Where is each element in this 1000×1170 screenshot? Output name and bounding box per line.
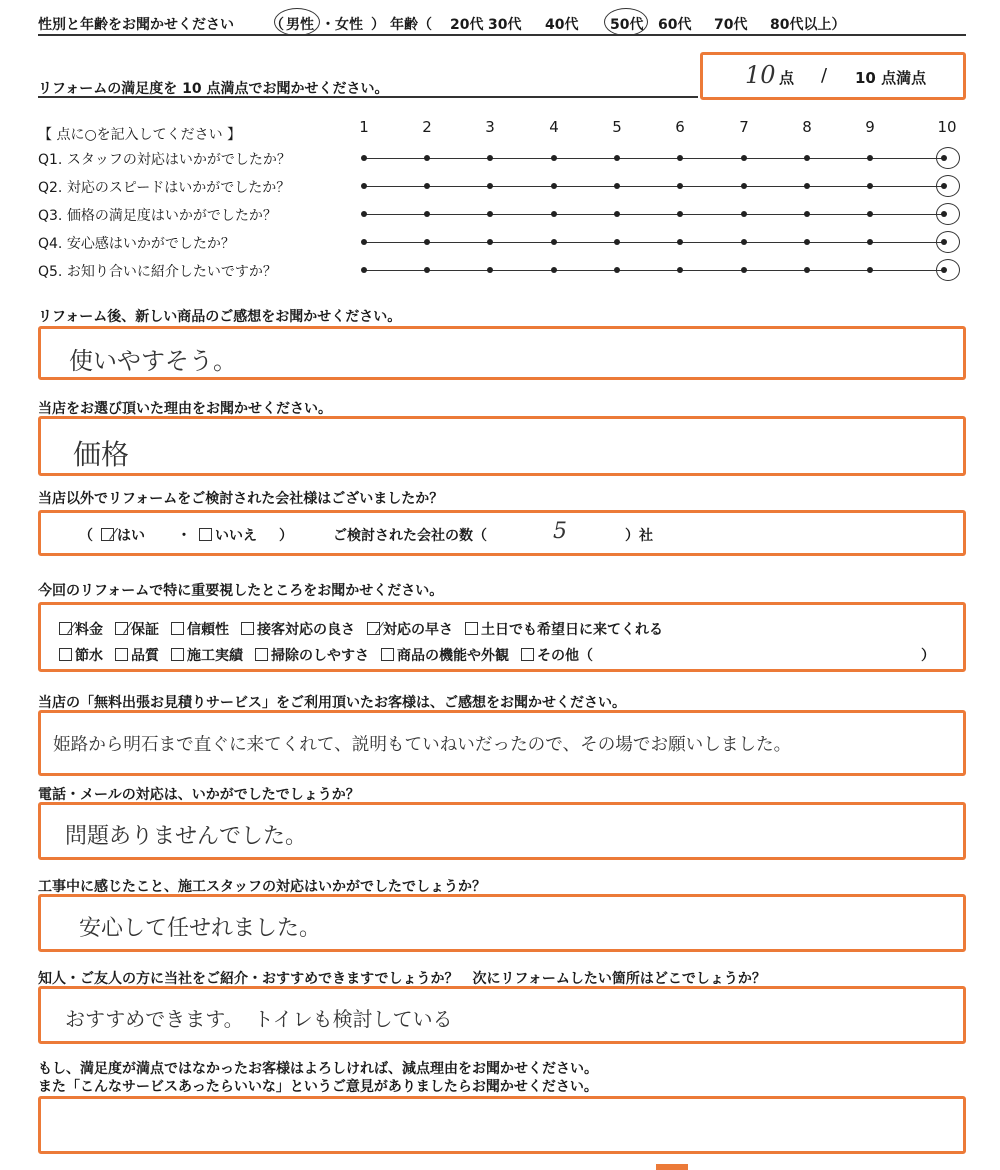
priority-other-close: ） — [921, 648, 935, 664]
rating-point-q3-4[interactable] — [551, 211, 557, 217]
handwritten-score: 10 — [745, 61, 776, 89]
oc-close: ） — [279, 528, 293, 544]
priority-option[interactable] — [115, 619, 159, 639]
priority-option[interactable] — [241, 619, 355, 639]
rating-scale-line — [364, 214, 944, 215]
age-70[interactable]: 70代 — [714, 17, 748, 33]
priority-checkbox[interactable] — [115, 648, 128, 661]
priority-option[interactable] — [381, 645, 509, 665]
priority-option[interactable] — [255, 645, 369, 665]
rating-point-q4-2[interactable] — [424, 239, 430, 245]
oc-yes-text: はい — [117, 528, 145, 544]
oc-yes-option[interactable] — [101, 525, 145, 545]
priority-checkbox[interactable] — [255, 648, 268, 661]
rating-point-q1-5[interactable] — [614, 155, 620, 161]
impression-answer-box[interactable] — [38, 326, 966, 380]
rating-point-q4-5[interactable] — [614, 239, 620, 245]
rating-scale-line — [364, 270, 944, 271]
priority-checkbox[interactable] — [367, 622, 380, 635]
gender-male[interactable]: 男性 — [286, 17, 314, 33]
gender-close: ） — [371, 17, 385, 33]
scale-8: 8 — [802, 118, 812, 136]
age-50[interactable]: 50代 — [610, 17, 644, 33]
rating-point-q3-8[interactable] — [804, 211, 810, 217]
scale-5: 5 — [612, 118, 622, 136]
rating-point-q4-8[interactable] — [804, 239, 810, 245]
age-30[interactable]: 30代 — [488, 17, 522, 33]
reason-answer-box[interactable] — [38, 416, 966, 476]
recommend-label: 知人・ご友人の方に当社をご紹介・おすすめできますでしょうか？ 次にリフォームしたい箇所はどこでしょうか？ — [38, 971, 766, 987]
priority-checkbox[interactable] — [59, 648, 72, 661]
rating-point-q3-7[interactable] — [741, 211, 747, 217]
scale-4: 4 — [549, 118, 559, 136]
rating-point-q1-9[interactable] — [867, 155, 873, 161]
priority-option-text: 掃除のしやすさ — [271, 648, 369, 664]
gender-age-underline — [38, 34, 966, 36]
rating-instruction: 【 点に○を記入してください 】 — [38, 127, 242, 143]
score-slash: / — [821, 65, 828, 86]
rating-point-q5-1[interactable] — [361, 267, 367, 273]
deduction-label-1: もし、満足度が満点ではなかったお客様はよろしければ、減点理由をお聞かせください。 — [38, 1061, 598, 1077]
recommend-box[interactable] — [38, 986, 966, 1044]
phone-mail-answer: 問題ありませんでした。 — [65, 824, 308, 849]
priority-option-text: 商品の機能や外観 — [397, 648, 509, 664]
age-60[interactable]: 60代 — [658, 17, 692, 33]
deduction-label-2: また「こんなサービスあったらいいな」というご意見がありましたらお聞かせください。 — [38, 1079, 598, 1095]
rating-point-q5-3[interactable] — [487, 267, 493, 273]
age-80[interactable]: 80代以上） — [770, 17, 846, 33]
rating-scale-line — [364, 158, 944, 159]
priority-option[interactable] — [171, 645, 243, 665]
recommend-answer: おすすめできます。 トイレも検討している — [65, 1007, 453, 1031]
rating-point-q4-9[interactable] — [867, 239, 873, 245]
scale-7: 7 — [739, 118, 749, 136]
rating-point-q3-2[interactable] — [424, 211, 430, 217]
free-estimate-box[interactable] — [38, 710, 966, 776]
rating-scale-line — [364, 186, 944, 187]
rating-point-q1-1[interactable] — [361, 155, 367, 161]
oc-no-checkbox[interactable] — [199, 528, 212, 541]
priorities-row-2 — [59, 645, 605, 665]
priority-checkbox[interactable] — [171, 648, 184, 661]
other-companies-box — [38, 510, 966, 556]
rating-point-q5-5[interactable] — [614, 267, 620, 273]
rating-point-q5-9[interactable] — [867, 267, 873, 273]
rating-point-q4-6[interactable] — [677, 239, 683, 245]
male-selection-mark — [274, 8, 320, 36]
construction-label: 工事中に感じたこと、施工スタッフの対応はいかがでしたでしょうか？ — [38, 879, 486, 895]
priority-option[interactable] — [367, 619, 453, 639]
rating-point-q2-5[interactable] — [614, 183, 620, 189]
rating-question-label: Q4. 安心感はいかがでしたか？ — [38, 236, 235, 252]
scale-9: 9 — [865, 118, 875, 136]
rating-point-q5-7[interactable] — [741, 267, 747, 273]
rating-question-label: Q1. スタッフの対応はいかがでしたか？ — [38, 152, 291, 168]
priority-option[interactable] — [171, 619, 229, 639]
rating-point-q5-8[interactable] — [804, 267, 810, 273]
priority-option-text: 対応の早さ — [383, 622, 453, 638]
rating-point-q1-7[interactable] — [741, 155, 747, 161]
priority-option-text: 施工実績 — [187, 648, 243, 664]
rating-selection-circle — [936, 231, 960, 253]
rating-point-q3-3[interactable] — [487, 211, 493, 217]
construction-box[interactable] — [38, 894, 966, 952]
priority-option[interactable] — [59, 645, 103, 665]
oc-count-label: ご検討された会社の数（ — [333, 528, 487, 544]
gender-female[interactable]: 女性 — [335, 17, 363, 33]
priority-checkbox[interactable] — [381, 648, 394, 661]
priority-checkbox[interactable] — [171, 622, 184, 635]
priority-option[interactable] — [59, 619, 103, 639]
rating-point-q2-7[interactable] — [741, 183, 747, 189]
scale-10: 10 — [937, 118, 957, 136]
rating-point-q2-2[interactable] — [424, 183, 430, 189]
rating-point-q3-9[interactable] — [867, 211, 873, 217]
oc-yes-checkbox[interactable] — [101, 528, 114, 541]
rating-point-q3-6[interactable] — [677, 211, 683, 217]
phone-mail-label: 電話・メールの対応は、いかがでしたでしょうか？ — [38, 787, 360, 803]
priority-checkbox[interactable] — [465, 622, 478, 635]
age-50-selection-mark — [604, 8, 648, 36]
priority-option-text: 信頼性 — [187, 622, 229, 638]
rating-selection-circle — [936, 203, 960, 225]
score-suffix: 点 — [779, 69, 795, 87]
age-40[interactable]: 40代 — [545, 17, 579, 33]
priority-option-text: その他（ — [537, 648, 593, 664]
oc-no-option[interactable] — [199, 525, 257, 545]
rating-point-q1-3[interactable] — [487, 155, 493, 161]
satisfaction-label: リフォームの満足度を 10 点満点でお聞かせください。 — [38, 81, 389, 97]
rating-point-q5-4[interactable] — [551, 267, 557, 273]
impression-label: リフォーム後、新しい商品のご感想をお聞かせください。 — [38, 309, 402, 325]
priority-option-text: 節水 — [75, 648, 103, 664]
rating-point-q4-1[interactable] — [361, 239, 367, 245]
priority-checkbox[interactable] — [115, 622, 128, 635]
priority-checkbox[interactable] — [241, 622, 254, 635]
priority-option[interactable] — [115, 645, 159, 665]
rating-point-q2-1[interactable] — [361, 183, 367, 189]
rating-selection-circle — [936, 259, 960, 281]
rating-point-q2-3[interactable] — [487, 183, 493, 189]
scale-3: 3 — [485, 118, 495, 136]
free-estimate-answer: 姫路から明石まで直ぐに来てくれて、説明もていねいだったので、その場でお願いしました。 — [53, 735, 792, 755]
scale-6: 6 — [675, 118, 685, 136]
rating-point-q4-7[interactable] — [741, 239, 747, 245]
reason-answer: 価格 — [73, 438, 130, 471]
rating-point-q1-8[interactable] — [804, 155, 810, 161]
oc-count: 5 — [553, 519, 567, 544]
rating-point-q5-2[interactable] — [424, 267, 430, 273]
priority-option[interactable] — [521, 645, 593, 665]
footer-accent-mark — [656, 1164, 688, 1170]
priority-option-text: 料金 — [75, 622, 103, 638]
priority-checkbox[interactable] — [521, 648, 534, 661]
priority-option-text: 土日でも希望日に来てくれる — [481, 622, 663, 638]
priorities-box — [38, 602, 966, 672]
rating-scale-line — [364, 242, 944, 243]
age-label: 年齢（ — [390, 17, 432, 33]
scale-2: 2 — [422, 118, 432, 136]
satisfaction-underline — [38, 96, 698, 98]
rating-selection-circle — [936, 175, 960, 197]
reason-label: 当店をお選び頂いた理由をお聞かせください。 — [38, 401, 332, 417]
rating-point-q3-5[interactable] — [614, 211, 620, 217]
oc-count-suffix: ）社 — [625, 528, 653, 544]
rating-point-q2-6[interactable] — [677, 183, 683, 189]
gender-age-label: 性別と年齢をお聞かせください — [38, 17, 234, 33]
rating-question-label: Q5. お知り合いに紹介したいですか？ — [38, 264, 277, 280]
priorities-row-1 — [59, 619, 675, 639]
priorities-label: 今回のリフォームで特に重要視したところをお聞かせください。 — [38, 583, 444, 599]
rating-point-q1-6[interactable] — [677, 155, 683, 161]
rating-selection-circle — [936, 147, 960, 169]
rating-point-q5-6[interactable] — [677, 267, 683, 273]
rating-point-q1-2[interactable] — [424, 155, 430, 161]
oc-open: （ — [79, 528, 93, 544]
oc-dot: ・ — [177, 528, 191, 544]
rating-point-q2-9[interactable] — [867, 183, 873, 189]
rating-point-q1-4[interactable] — [551, 155, 557, 161]
other-companies-label: 当店以外でリフォームをご検討された会社様はございましたか？ — [38, 491, 444, 507]
oc-no-text: いいえ — [215, 528, 257, 544]
construction-answer: 安心して任せれました。 — [79, 916, 322, 941]
rating-point-q4-3[interactable] — [487, 239, 493, 245]
rating-point-q4-4[interactable] — [551, 239, 557, 245]
priority-option-text: 保証 — [131, 622, 159, 638]
priority-checkbox[interactable] — [59, 622, 72, 635]
free-estimate-label: 当店の「無料出張お見積りサービス」をご利用頂いたお客様は、ご感想をお聞かせください。 — [38, 695, 626, 711]
rating-point-q2-8[interactable] — [804, 183, 810, 189]
rating-question-label: Q3. 価格の満足度はいかがでしたか？ — [38, 208, 277, 224]
rating-point-q3-1[interactable] — [361, 211, 367, 217]
impression-answer: 使いやすそう。 — [69, 347, 237, 375]
rating-point-q2-4[interactable] — [551, 183, 557, 189]
phone-mail-box[interactable] — [38, 802, 966, 860]
priority-option[interactable] — [465, 619, 663, 639]
gender-sep: ・ — [321, 17, 335, 33]
age-20[interactable]: 20代 — [450, 17, 484, 33]
priority-option-text: 品質 — [131, 648, 159, 664]
scale-1: 1 — [359, 118, 369, 136]
gender-age-row — [38, 10, 968, 36]
satisfaction-score-box[interactable] — [700, 52, 966, 100]
gender-open: （ — [270, 17, 284, 33]
rating-scale-header — [0, 118, 1000, 138]
rating-question-label: Q2. 対応のスピードはいかがでしたか？ — [38, 180, 291, 196]
priority-option-text: 接客対応の良さ — [257, 622, 355, 638]
score-max-label: 10 点満点 — [855, 69, 927, 87]
deduction-box[interactable] — [38, 1096, 966, 1154]
